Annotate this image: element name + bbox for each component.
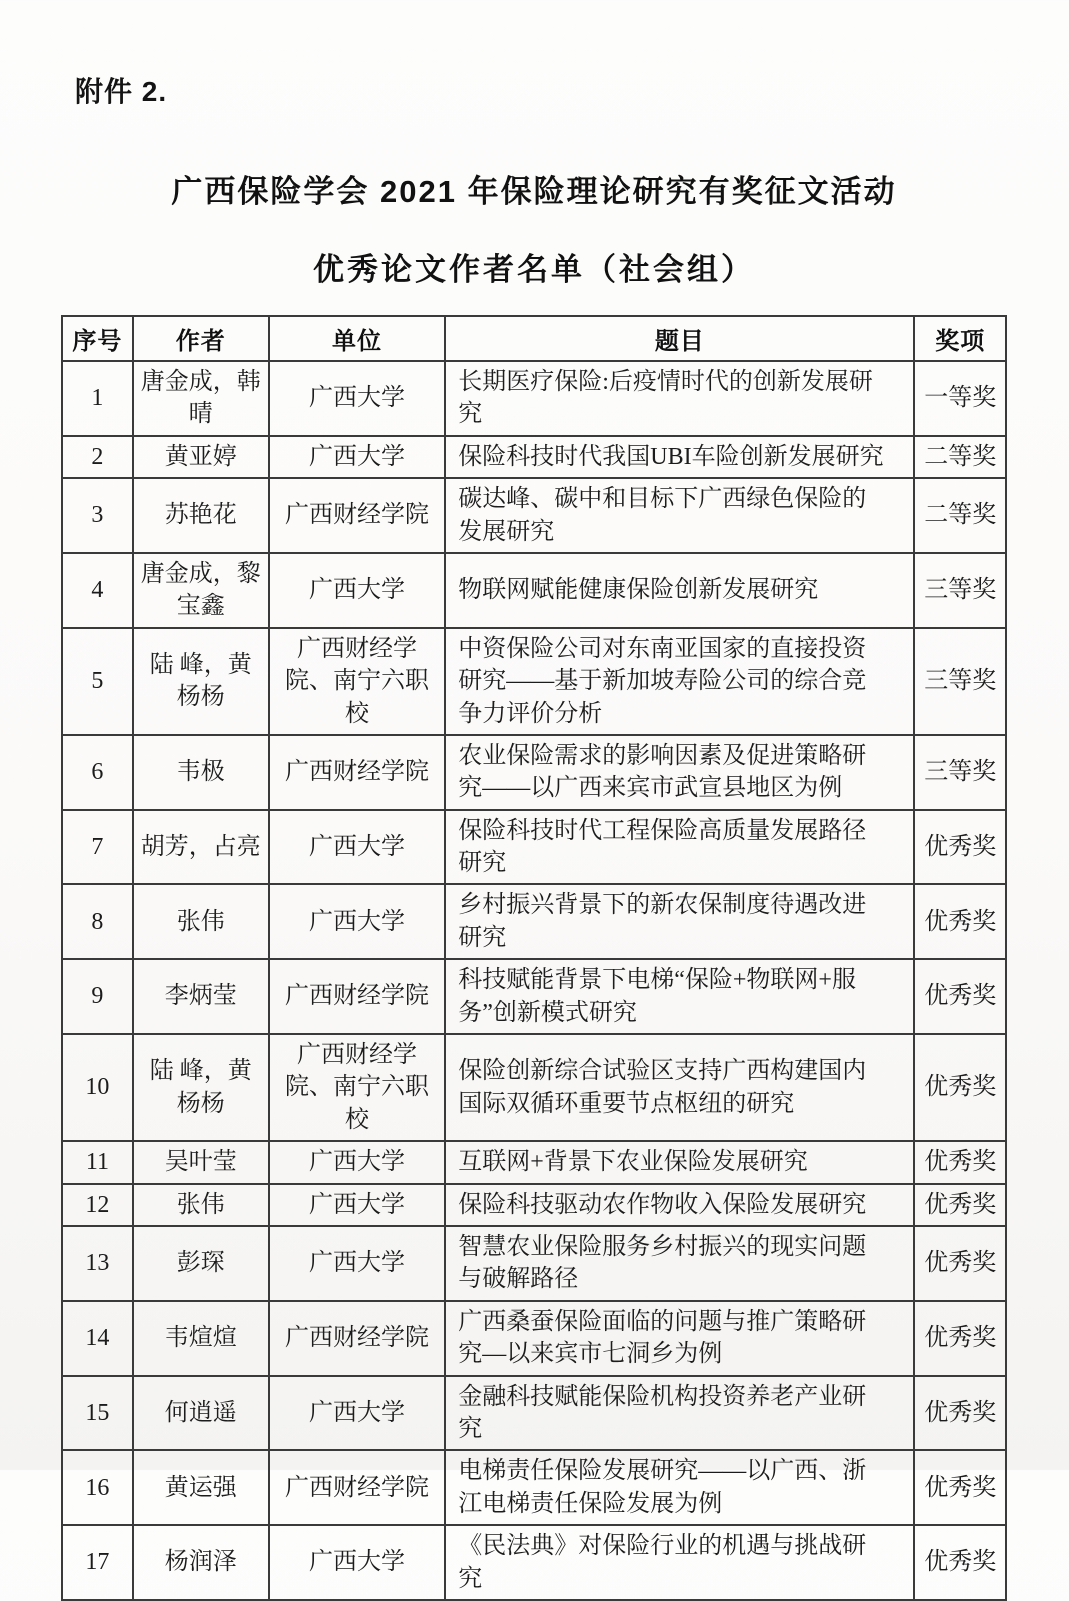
cell-title: 金融科技赋能保险机构投资养老产业研究 <box>445 1376 914 1451</box>
cell-title: 保险科技驱动农作物收入保险发展研究 <box>445 1184 914 1226</box>
cell-award: 优秀奖 <box>914 1450 1006 1525</box>
cell-org: 广西财经学院 <box>269 959 446 1034</box>
col-header-org: 单位 <box>269 316 446 361</box>
table-row <box>62 1450 1006 1525</box>
cell-no: 6 <box>62 735 133 810</box>
cell-author: 陆 峰，黄杨杨 <box>133 628 269 735</box>
document-title-line2: 优秀论文作者名单（社会组） <box>313 252 755 287</box>
cell-author: 何逍遥 <box>133 1376 269 1451</box>
cell-no: 3 <box>62 478 133 553</box>
table-row <box>62 884 1006 959</box>
cell-title: 长期医疗保险:后疫情时代的创新发展研究 <box>445 361 914 436</box>
cell-org: 广西财经学院 <box>269 478 446 553</box>
cell-title: 智慧农业保险服务乡村振兴的现实问题与破解路径 <box>445 1226 914 1301</box>
cell-author: 韦极 <box>133 735 269 810</box>
cell-org: 广西大学 <box>269 1525 446 1600</box>
cell-title: 碳达峰、碳中和目标下广西绿色保险的发展研究 <box>445 478 914 553</box>
col-header-title: 题目 <box>445 316 914 361</box>
cell-author: 陆 峰，黄杨杨 <box>133 1034 269 1141</box>
cell-award: 优秀奖 <box>914 810 1006 885</box>
cell-no: 14 <box>62 1301 133 1376</box>
results-table-body <box>62 361 1006 1600</box>
cell-no: 17 <box>62 1525 133 1600</box>
table-row <box>62 628 1006 735</box>
cell-author: 韦煊煊 <box>133 1301 269 1376</box>
cell-award: 优秀奖 <box>914 884 1006 959</box>
cell-title: 广西桑蚕保险面临的问题与推广策略研究—以来宾市七洞乡为例 <box>445 1301 914 1376</box>
cell-award: 优秀奖 <box>914 1184 1006 1226</box>
cell-org: 广西大学 <box>269 810 446 885</box>
table-row <box>62 959 1006 1034</box>
table-row <box>62 1184 1006 1226</box>
cell-author: 杨润泽 <box>133 1525 269 1600</box>
cell-title: 《民法典》对保险行业的机遇与挑战研究 <box>445 1525 914 1600</box>
cell-no: 5 <box>62 628 133 735</box>
cell-title: 保险科技时代我国UBI车险创新发展研究 <box>445 436 914 478</box>
table-row <box>62 436 1006 478</box>
col-header-no: 序号 <box>62 316 133 361</box>
cell-award: 三等奖 <box>914 553 1006 628</box>
cell-author: 黄运强 <box>133 1450 269 1525</box>
cell-award: 优秀奖 <box>914 1301 1006 1376</box>
cell-author: 胡芳，占亮 <box>133 810 269 885</box>
cell-org: 广西财经学院 <box>269 1301 446 1376</box>
cell-no: 15 <box>62 1376 133 1451</box>
cell-title: 科技赋能背景下电梯“保险+物联网+服务”创新模式研究 <box>445 959 914 1034</box>
table-row <box>62 1034 1006 1141</box>
cell-org: 广西财经学院、南宁六职校 <box>269 628 446 735</box>
table-row <box>62 361 1006 436</box>
cell-org: 广西财经学院、南宁六职校 <box>269 1034 446 1141</box>
cell-org: 广西大学 <box>269 1184 446 1226</box>
document-title <box>61 166 1007 289</box>
cell-award: 三等奖 <box>914 735 1006 810</box>
table-row <box>62 1376 1006 1451</box>
cell-title: 互联网+背景下农业保险发展研究 <box>445 1141 914 1183</box>
document-title-line1: 广西保险学会 2021 年保险理论研究有奖征文活动 <box>171 174 897 209</box>
cell-award: 二等奖 <box>914 436 1006 478</box>
cell-org: 广西大学 <box>269 1376 446 1451</box>
cell-no: 16 <box>62 1450 133 1525</box>
cell-no: 2 <box>62 436 133 478</box>
cell-award: 优秀奖 <box>914 959 1006 1034</box>
cell-author: 黄亚婷 <box>133 436 269 478</box>
table-row <box>62 735 1006 810</box>
cell-no: 13 <box>62 1226 133 1301</box>
cell-title: 中资保险公司对东南亚国家的直接投资研究——基于新加坡寿险公司的综合竞争力评价分析 <box>445 628 914 735</box>
cell-org: 广西财经学院 <box>269 1450 446 1525</box>
cell-org: 广西大学 <box>269 553 446 628</box>
table-row <box>62 1141 1006 1183</box>
cell-title: 农业保险需求的影响因素及促进策略研究——以广西来宾市武宣县地区为例 <box>445 735 914 810</box>
cell-author: 苏艳花 <box>133 478 269 553</box>
cell-author: 李炳莹 <box>133 959 269 1034</box>
cell-award: 三等奖 <box>914 628 1006 735</box>
cell-org: 广西大学 <box>269 1226 446 1301</box>
cell-author: 张伟 <box>133 884 269 959</box>
table-header-row <box>62 316 1006 361</box>
award-winners-table <box>61 315 1007 1601</box>
cell-award: 一等奖 <box>914 361 1006 436</box>
cell-award: 优秀奖 <box>914 1376 1006 1451</box>
cell-title: 乡村振兴背景下的新农保制度待遇改进研究 <box>445 884 914 959</box>
cell-no: 1 <box>62 361 133 436</box>
col-header-award: 奖项 <box>914 316 1006 361</box>
cell-title: 物联网赋能健康保险创新发展研究 <box>445 553 914 628</box>
cell-award: 优秀奖 <box>914 1034 1006 1141</box>
cell-no: 10 <box>62 1034 133 1141</box>
attachment-label: 附件 2. <box>75 76 168 107</box>
cell-title: 电梯责任保险发展研究——以广西、浙江电梯责任保险发展为例 <box>445 1450 914 1525</box>
cell-title: 保险创新综合试验区支持广西构建国内国际双循环重要节点枢纽的研究 <box>445 1034 914 1141</box>
table-row <box>62 810 1006 885</box>
cell-award: 优秀奖 <box>914 1226 1006 1301</box>
cell-org: 广西大学 <box>269 884 446 959</box>
cell-org: 广西大学 <box>269 436 446 478</box>
cell-award: 优秀奖 <box>914 1525 1006 1600</box>
cell-org: 广西大学 <box>269 361 446 436</box>
cell-no: 4 <box>62 553 133 628</box>
cell-author: 彭琛 <box>133 1226 269 1301</box>
cell-award: 二等奖 <box>914 478 1006 553</box>
table-row <box>62 1226 1006 1301</box>
cell-org: 广西大学 <box>269 1141 446 1183</box>
col-header-author: 作者 <box>133 316 269 361</box>
cell-author: 吴叶莹 <box>133 1141 269 1183</box>
cell-author: 唐金成，黎宝鑫 <box>133 553 269 628</box>
cell-author: 张伟 <box>133 1184 269 1226</box>
table-row <box>62 1301 1006 1376</box>
cell-no: 11 <box>62 1141 133 1183</box>
table-row <box>62 1525 1006 1600</box>
cell-title: 保险科技时代工程保险高质量发展路径研究 <box>445 810 914 885</box>
cell-org: 广西财经学院 <box>269 735 446 810</box>
cell-award: 优秀奖 <box>914 1141 1006 1183</box>
cell-no: 8 <box>62 884 133 959</box>
cell-no: 9 <box>62 959 133 1034</box>
table-row <box>62 553 1006 628</box>
table-row <box>62 478 1006 553</box>
cell-no: 12 <box>62 1184 133 1226</box>
cell-author: 唐金成，韩晴 <box>133 361 269 436</box>
cell-no: 7 <box>62 810 133 885</box>
